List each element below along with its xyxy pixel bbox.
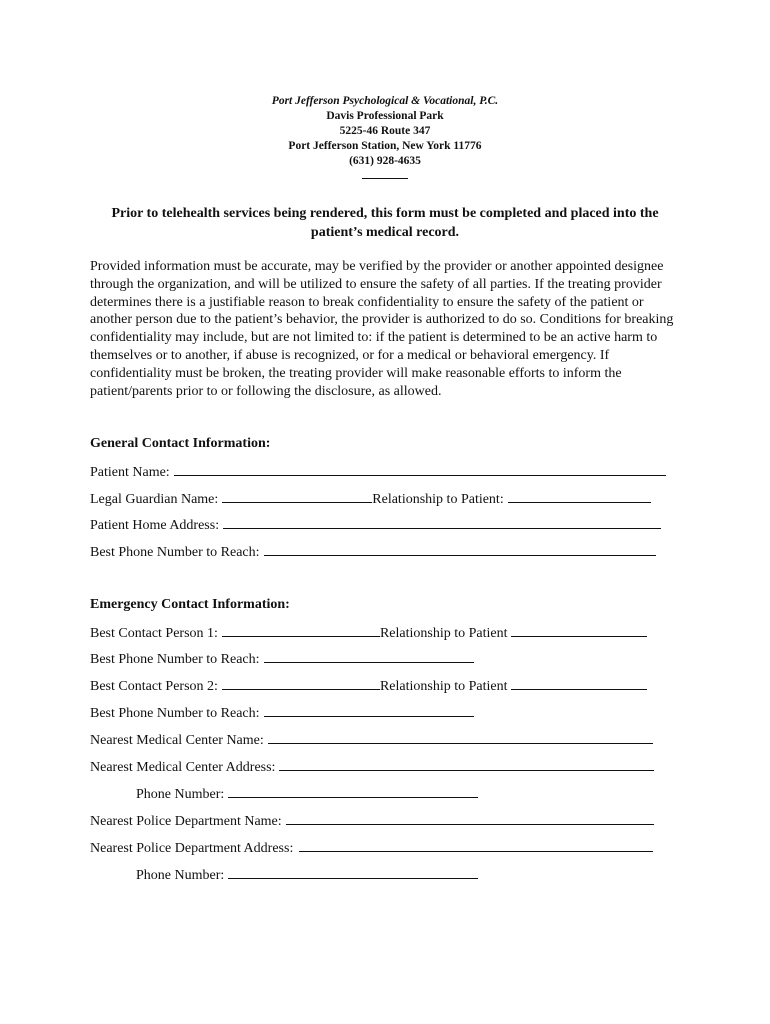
police-name-label: Nearest Police Department Name: — [90, 814, 282, 829]
relationship-1-label: Relationship to Patient — [379, 626, 508, 641]
medical-center-address-label: Nearest Medical Center Address: — [90, 760, 276, 775]
guardian-relationship-label: Relationship to Patient: — [372, 492, 504, 507]
emergency-contact-heading: Emergency Contact Information: — [90, 597, 290, 612]
best-phone-blank[interactable] — [264, 543, 656, 556]
home-address-field — [90, 516, 661, 534]
police-phone-field — [136, 866, 478, 884]
contact-person-1-label: Best Contact Person 1: — [90, 626, 218, 641]
best-phone-label: Best Phone Number to Reach: — [90, 545, 260, 560]
notice-heading: Prior to telehealth services being rendered, this form must be completed and placed into the patient’s medical record. — [111, 206, 659, 240]
contact-2-phone-blank[interactable] — [264, 704, 474, 717]
contact-person-2-field — [90, 677, 647, 695]
police-address-field — [90, 839, 653, 857]
patient-name-blank[interactable] — [174, 463, 666, 476]
police-address-label: Nearest Police Department Address: — [90, 841, 294, 856]
contact-1-phone-blank[interactable] — [264, 650, 474, 663]
medical-center-phone-field — [136, 785, 478, 803]
office-phone: (631) 928-4635 — [349, 155, 421, 167]
legal-guardian-label: Legal Guardian Name: — [90, 492, 219, 507]
contact-1-phone-label: Best Phone Number to Reach: — [90, 652, 260, 667]
police-name-field — [90, 812, 654, 830]
medical-center-address-blank[interactable] — [279, 758, 654, 771]
organization-name: Port Jefferson Psychological & Vocational, P.C. — [271, 95, 499, 107]
letterhead — [0, 94, 770, 184]
medical-center-phone-blank[interactable] — [228, 785, 478, 798]
home-address-blank[interactable] — [223, 516, 661, 529]
police-name-blank[interactable] — [286, 812, 654, 825]
contact-2-phone-field — [90, 704, 474, 722]
general-contact-heading: General Contact Information: — [90, 436, 271, 451]
street-address: 5225-46 Route 347 — [339, 125, 431, 137]
guardian-relationship-blank[interactable] — [508, 490, 651, 503]
contact-person-1-blank[interactable] — [222, 624, 380, 637]
park-name: Davis Professional Park — [326, 110, 444, 122]
relationship-2-blank[interactable] — [511, 677, 647, 690]
contact-person-1-field — [90, 624, 647, 642]
police-address-blank[interactable] — [299, 839, 653, 852]
legal-guardian-blank[interactable] — [222, 490, 372, 503]
patient-name-label: Patient Name: — [90, 465, 170, 480]
best-phone-field — [90, 543, 656, 561]
letterhead-divider — [362, 172, 408, 179]
medical-center-name-field — [90, 731, 653, 749]
contact-2-phone-label: Best Phone Number to Reach: — [90, 706, 260, 721]
police-phone-blank[interactable] — [228, 866, 478, 879]
medical-center-address-field — [90, 758, 654, 776]
medical-center-name-label: Nearest Medical Center Name: — [90, 733, 264, 748]
medical-center-phone-label: Phone Number: — [136, 787, 225, 802]
contact-1-phone-field — [90, 650, 474, 668]
relationship-2-label: Relationship to Patient — [379, 679, 508, 694]
confidentiality-paragraph: Provided information must be accurate, may be verified by the provider or another appointed designee through the organization, and will be utilized to ensure the safety of all parties. If the treating provider determines there is a justifiable reason to break confidentiality to ensure the safety of the patient or another person due to the patient’s behavior, the provider is authorized to do so. Conditions for breaking confidentiality may include, but are not limited to: if the patient is determined to be an active harm to themselves or to another, if abuse is recognized, or for a medical or behavioral emergency. If confidentiality must be broken, the treating provider will make reasonable efforts to inform the patient/parents prior to or following the disclosure, as allowed. — [90, 259, 674, 399]
relationship-1-blank[interactable] — [511, 624, 647, 637]
city-address: Port Jefferson Station, New York 11776 — [288, 140, 482, 152]
medical-center-name-blank[interactable] — [268, 731, 653, 744]
contact-person-2-blank[interactable] — [222, 677, 380, 690]
police-phone-label: Phone Number: — [136, 868, 225, 883]
legal-guardian-field — [90, 490, 651, 508]
patient-name-field — [90, 463, 666, 481]
contact-person-2-label: Best Contact Person 2: — [90, 679, 218, 694]
home-address-label: Patient Home Address: — [90, 518, 220, 533]
